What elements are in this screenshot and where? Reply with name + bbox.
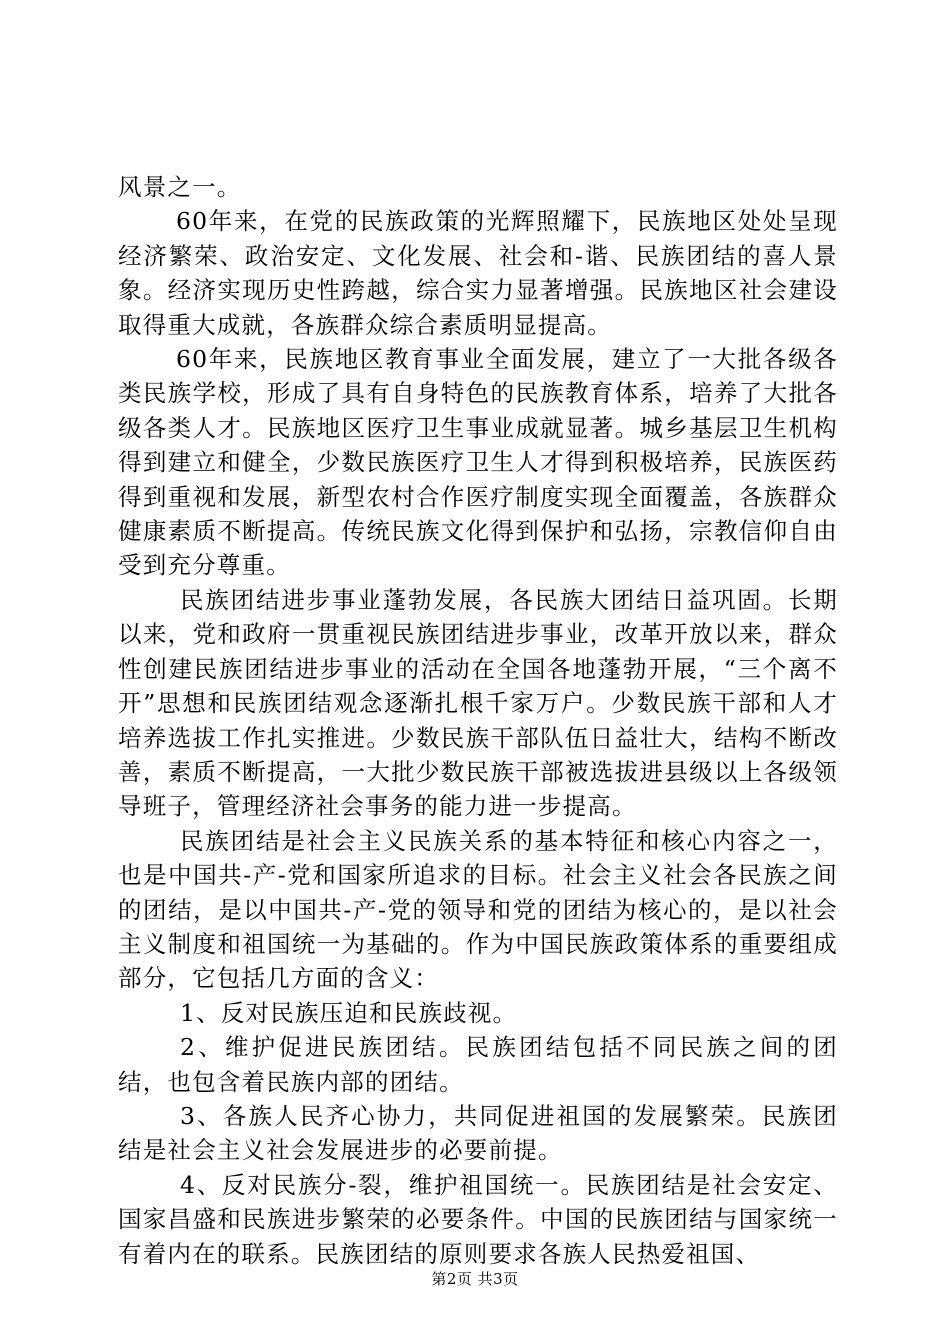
paragraph: 民族团结进步事业蓬勃发展，各民族大团结日益巩固。长期以来，党和政府一贯重视民族团结进步事业，改革开放以来，群众性创建民族团结进步事业的活动在全国各地蓬勃开展，“三个离不开”思想和民族团结观念逐渐扎根千家万户。少数民族干部和人才培养选拔工作扎实推进。少数民族干部队伍日益壮大，结构不断改善，素质不断提高，一大批少数民族干部被选拔进县级以上各级领导班子，管理经济社会事务的能力进一步提高。 xyxy=(118,585,838,821)
paragraph: 60年来，在党的民族政策的光辉照耀下，民族地区处处呈现经济繁荣、政治安定、文化发展、社会和-谐、民族团结的喜人景象。经济实现历史性跨越，综合实力显著增强。民族地区社会建设取得重大成就，各族群众综合素质明显提高。 xyxy=(118,207,838,339)
page-number-footer: 第2页 共3页 xyxy=(431,1270,519,1288)
paragraph: 风景之一。 xyxy=(118,173,242,201)
paragraph: 民族团结是社会主义民族关系的基本特征和核心内容之一，也是中国共-产-党和国家所追求的目标。社会主义社会各民族之间的团结，是以中国共-产-党的领导和党的团结为核心的，是以社会主义制度和祖国统一为基础的。作为中国民族政策体系的重要组成部分，它包括几方面的含义： xyxy=(118,826,838,993)
list-item: 1、反对民族压迫和民族歧视。 xyxy=(180,998,518,1027)
list-item: 4、反对民族分-裂，维护祖国统一。民族团结是社会安定、国家昌盛和民族进步繁荣的必要条件。中国的民族团结与国家统一有着内在的联系。民族团结的原则要求各族人民热爱祖国、 xyxy=(118,1170,838,1268)
list-item: 2、维护促进民族团结。民族团结包括不同民族之间的团结，也包含着民族内部的团结。 xyxy=(118,1033,838,1096)
document-body xyxy=(118,170,838,1271)
list-item: 3、各族人民齐心协力，共同促进祖国的发展繁荣。民族团结是社会主义社会发展进步的必要前提。 xyxy=(118,1101,838,1165)
paragraph: 60年来，民族地区教育事业全面发展，建立了一大批各级各类民族学校，形成了具有自身特色的民族教育体系，培养了大批各级各类人才。民族地区医疗卫生事业成就显著。城乡基层卫生机构得到建立和健全，少数民族医疗卫生人才得到积极培养，民族医药得到重视和发展，新型农村合作医疗制度实现全面覆盖，各族群众健康素质不断提高。传统民族文化得到保护和弘扬，宗教信仰自由受到充分尊重。 xyxy=(118,345,838,580)
